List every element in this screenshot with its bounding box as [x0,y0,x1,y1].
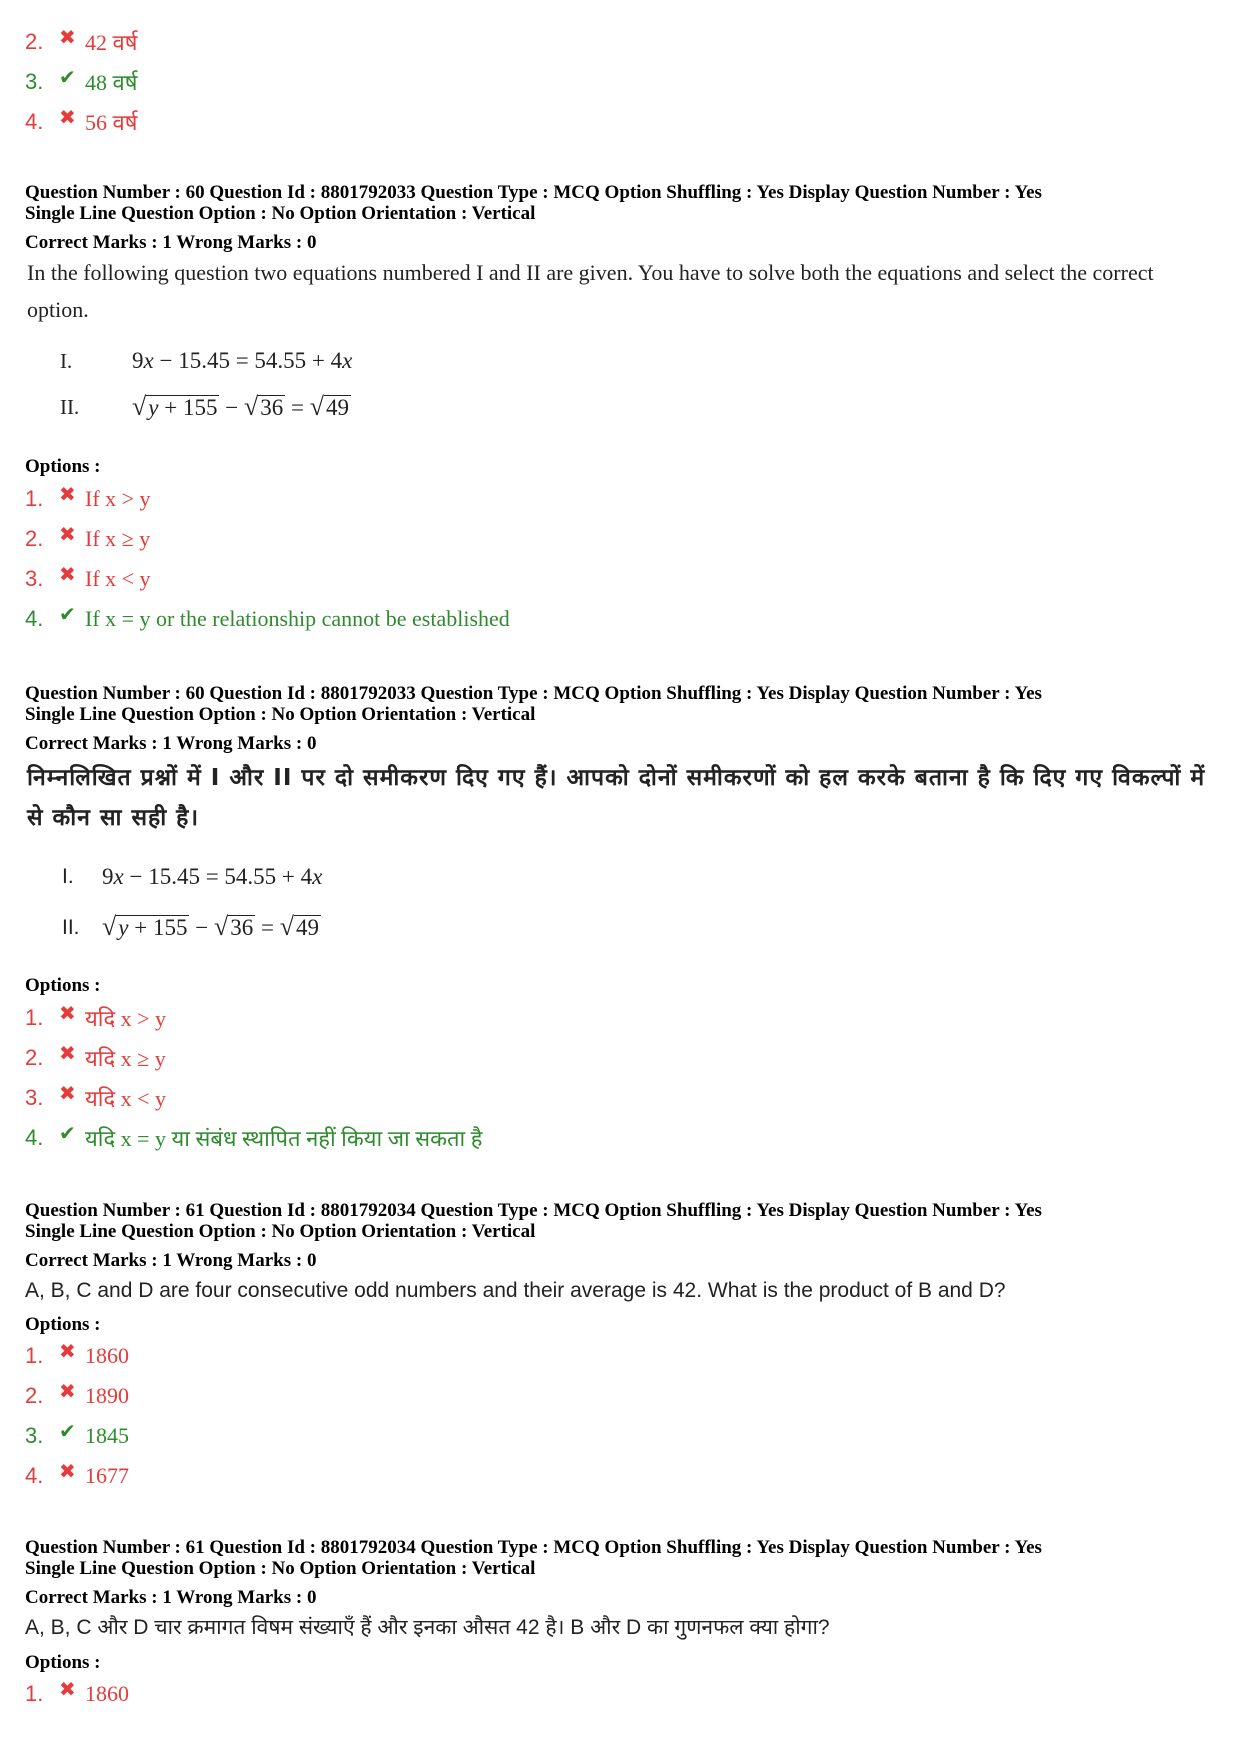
option-row [25,1380,129,1412]
option-number: 3. [25,1085,44,1110]
question-marks: Correct Marks : 1 Wrong Marks : 0 [25,733,317,754]
option-text: 1890 [85,1383,129,1408]
equation-expression: √ y + 155 − √ 36 = √ 49 [132,392,350,421]
question-meta-line1: Question Number : 60 Question Id : 8801792033 Question Type : MCQ Option Shuffling : Yes Display Question Number : Yes [25,683,1042,704]
option-number: 3. [25,1423,44,1448]
question-meta-line2: Single Line Question Option : No Option Orientation : Vertical [25,1558,536,1579]
equation-2 [62,914,321,941]
wrong-mark-icon: ✖ [59,1340,76,1363]
equation-expression: √ y + 155 − √ 36 = √ 49 [102,912,320,941]
option-text: If x = y or the relationship cannot be established [85,606,510,631]
equation-label: I. [62,865,74,888]
equation-expression: 9x − 15.45 = 54.55 + 4x [102,864,323,889]
option-number: 4. [25,1125,44,1150]
option-text: यदि x = y या संबंध स्थापित नहीं किया जा सकता है [85,1126,483,1151]
wrong-mark-icon: ✖ [59,563,76,586]
option-text: 1860 [85,1681,129,1706]
options-label: Options : [25,1314,101,1335]
option-row [25,66,137,98]
option-row [25,1002,166,1034]
wrong-mark-icon: ✖ [59,1002,76,1025]
option-number: 1. [25,486,44,511]
option-number: 1. [25,1343,44,1368]
option-row [25,523,150,555]
option-row [25,1460,129,1492]
question-text: A, B, C and D are four consecutive odd numbers and their average is 42. What is the product of B and D? [25,1279,1006,1302]
option-row [25,1122,482,1154]
option-text: 56 वर्ष [85,110,138,135]
option-number: 4. [25,606,44,631]
option-row [25,603,510,635]
wrong-mark-icon: ✖ [59,26,76,49]
option-row [25,563,151,595]
option-number: 2. [25,1045,44,1070]
option-text: 1677 [85,1463,129,1488]
correct-check-icon: ✔ [59,1420,76,1443]
option-text: यदि x ≥ y [85,1046,166,1071]
option-row [25,106,137,138]
option-text: If x > y [85,486,151,511]
wrong-mark-icon: ✖ [59,1042,76,1065]
wrong-mark-icon: ✖ [59,1082,76,1105]
wrong-mark-icon: ✖ [59,483,76,506]
question-text: A, B, C और D चार क्रमागत विषम संख्याएँ हैं और इनका औसत 42 है। B और D का गुणनफल क्या होगा? [25,1616,830,1639]
equation-2 [60,394,351,421]
equation-1 [62,864,322,890]
options-label: Options : [25,456,101,477]
options-label: Options : [25,1652,101,1673]
option-text: यदि x > y [85,1006,167,1031]
correct-check-icon: ✔ [59,603,76,626]
option-text: If x ≥ y [85,526,151,551]
question-meta-line2: Single Line Question Option : No Option Orientation : Vertical [25,704,536,725]
question-meta-line2: Single Line Question Option : No Option Orientation : Vertical [25,1221,536,1242]
question-text: In the following question two equations numbered I and II are given. You have to solve both the equations and select the correct option. [27,260,1154,322]
option-text: 48 वर्ष [85,70,138,95]
question-marks: Correct Marks : 1 Wrong Marks : 0 [25,1250,317,1271]
option-row [25,1042,166,1074]
option-text: 1860 [85,1343,129,1368]
question-marks: Correct Marks : 1 Wrong Marks : 0 [25,1587,317,1608]
equation-label: I. [60,348,73,373]
option-text: If x < y [85,566,151,591]
option-number: 4. [25,109,44,134]
option-text: 1845 [85,1423,129,1448]
option-number: 2. [25,1383,44,1408]
option-number: 3. [25,69,44,94]
option-number: 2. [25,29,44,54]
wrong-mark-icon: ✖ [59,1678,76,1701]
equation-label: II. [60,395,80,419]
option-row [25,1340,129,1372]
option-text: यदि x < y [85,1086,167,1111]
question-marks: Correct Marks : 1 Wrong Marks : 0 [25,232,317,253]
question-meta-line1: Question Number : 61 Question Id : 8801792034 Question Type : MCQ Option Shuffling : Yes Display Question Number : Yes [25,1200,1042,1221]
option-text: 42 वर्ष [85,30,138,55]
option-number: 1. [25,1005,44,1030]
option-row [25,1082,166,1114]
option-row [25,26,137,58]
correct-check-icon: ✔ [59,66,76,89]
option-number: 2. [25,526,44,551]
equation-expression: 9x − 15.45 = 54.55 + 4x [132,348,353,373]
question-meta-line1: Question Number : 60 Question Id : 8801792033 Question Type : MCQ Option Shuffling : Yes Display Question Number : Yes [25,182,1042,203]
option-number: 4. [25,1463,44,1488]
options-label: Options : [25,975,101,996]
equation-1 [60,348,352,374]
option-number: 1. [25,1681,44,1706]
wrong-mark-icon: ✖ [59,1460,76,1483]
option-number: 3. [25,566,44,591]
question-meta-line2: Single Line Question Option : No Option Orientation : Vertical [25,203,536,224]
option-row [25,1420,129,1452]
wrong-mark-icon: ✖ [59,523,76,546]
option-row [25,1678,129,1710]
option-row [25,483,151,515]
question-text: निम्नलिखित प्रश्नों में I और II पर दो समीकरण दिए गए हैं। आपको दोनों समीकरणों को हल करके बताना है कि दिए गए विकल्पों में से कौन सा सही है। [27,765,1206,831]
wrong-mark-icon: ✖ [59,106,76,129]
question-meta-line1: Question Number : 61 Question Id : 8801792034 Question Type : MCQ Option Shuffling : Yes Display Question Number : Yes [25,1537,1042,1558]
equation-label: II. [62,915,80,939]
wrong-mark-icon: ✖ [59,1380,76,1403]
correct-check-icon: ✔ [59,1122,76,1145]
